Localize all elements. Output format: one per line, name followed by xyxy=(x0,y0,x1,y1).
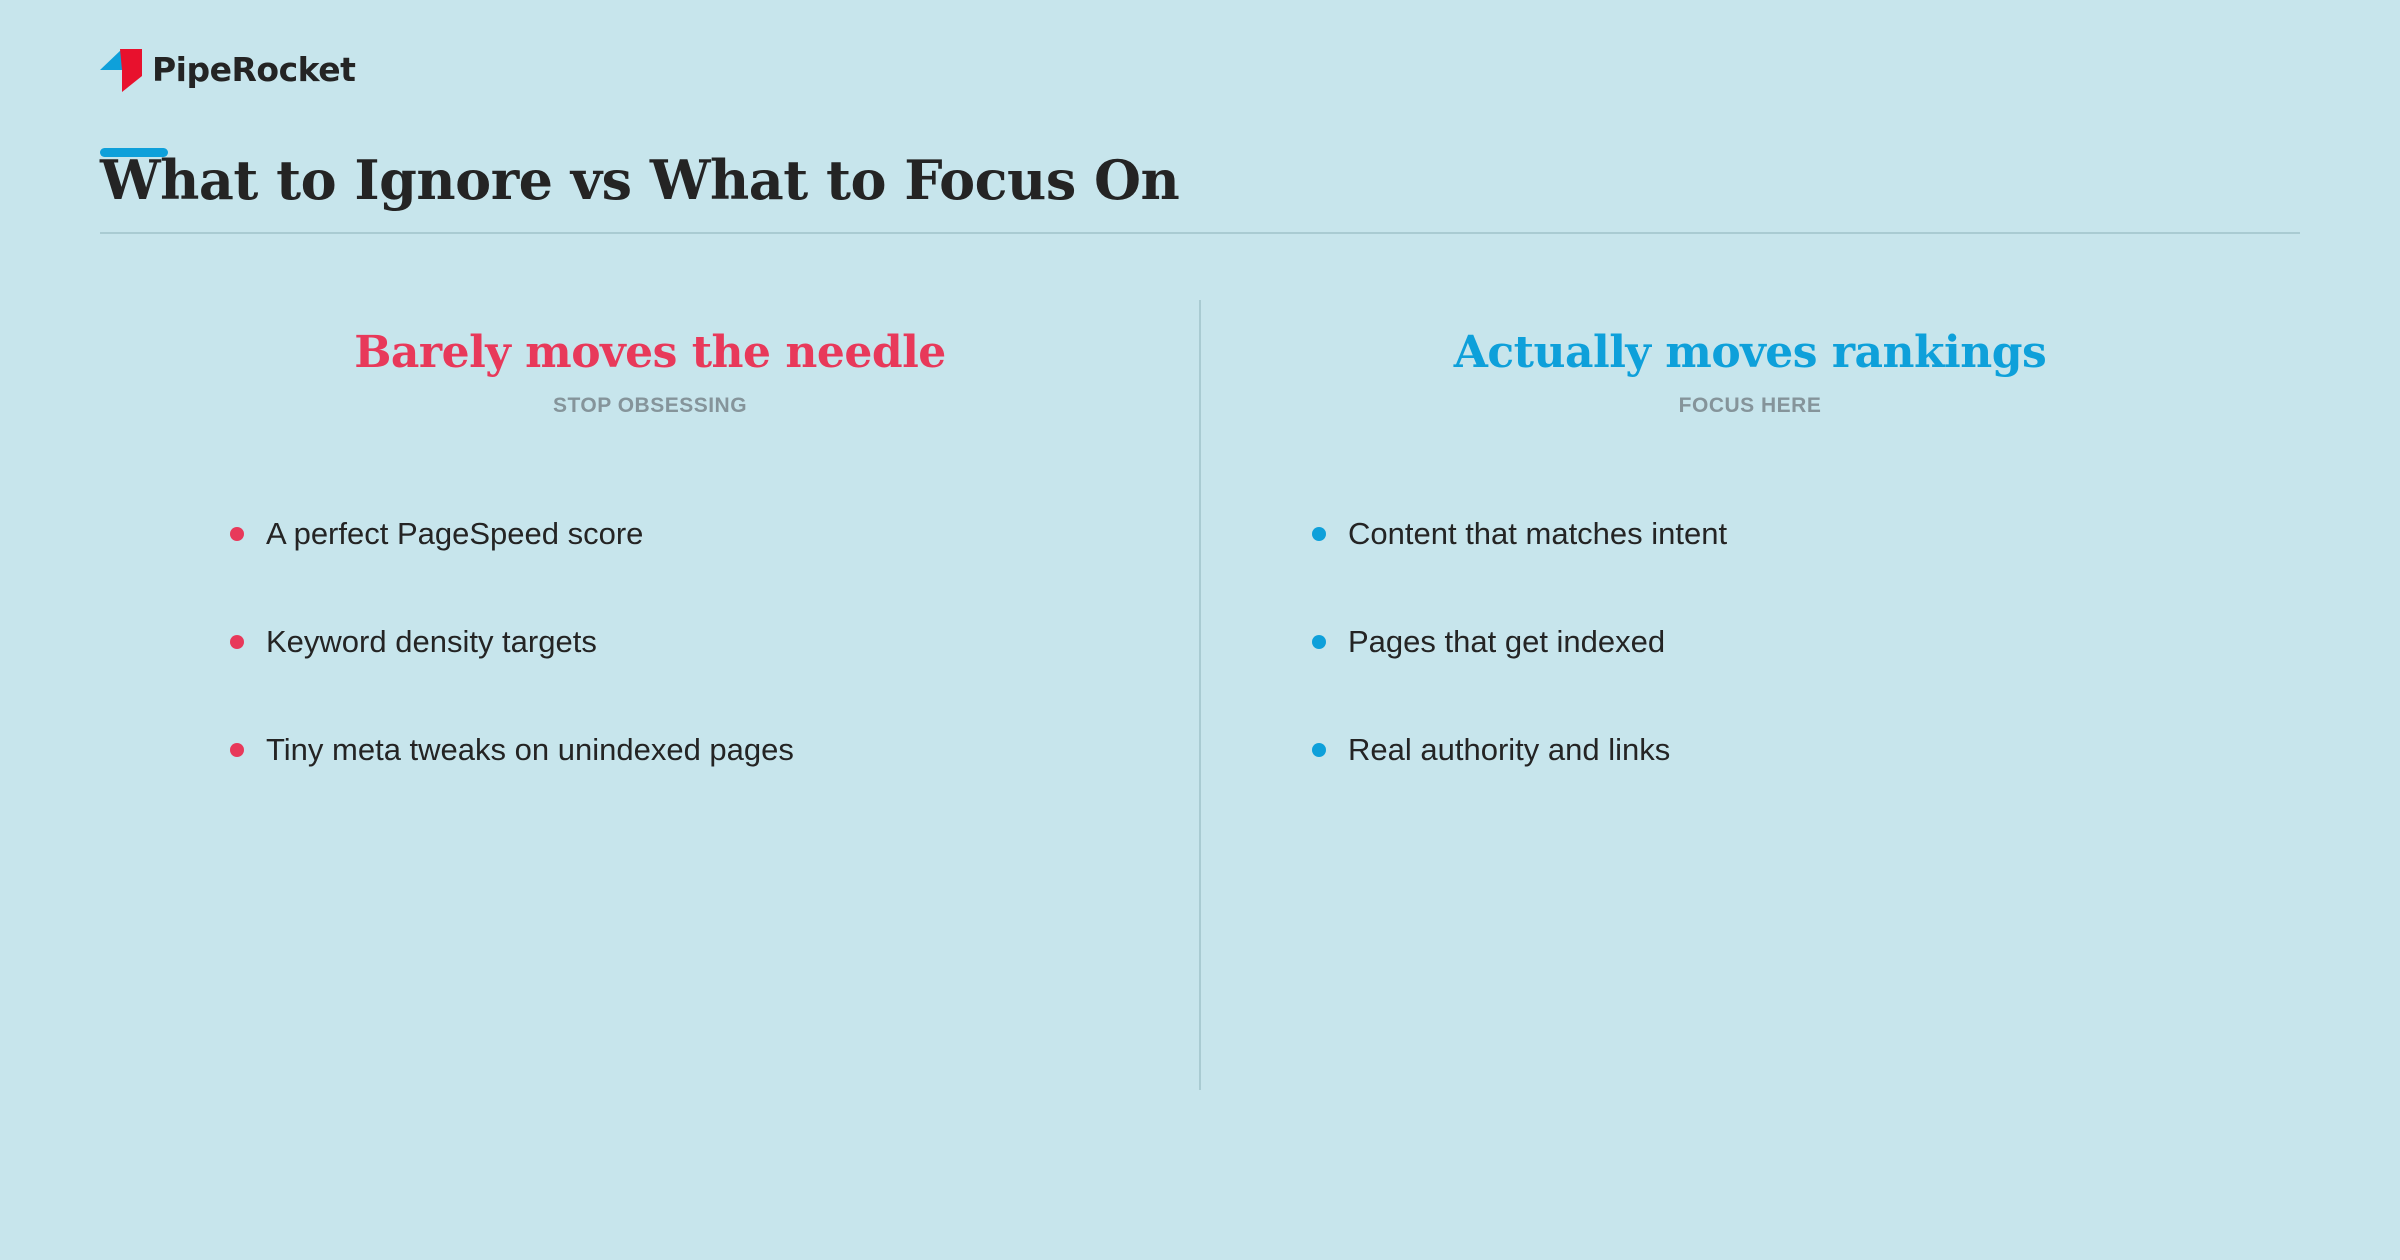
focus-subheading: FOCUS HERE xyxy=(1678,394,1822,417)
brand-name: PipeRocket xyxy=(152,49,356,89)
focus-list-item xyxy=(1312,696,1727,804)
focus-item-text: Pages that get indexed xyxy=(1348,624,1666,659)
title-divider xyxy=(100,232,2300,234)
ignore-list-item xyxy=(230,588,794,696)
ignore-list xyxy=(230,480,794,804)
focus-list-item xyxy=(1312,588,1727,696)
ignore-heading: Barely moves the needle xyxy=(354,327,946,378)
bullet-dot-icon xyxy=(1312,527,1326,541)
ignore-list-item xyxy=(230,696,794,804)
ignore-item-text: A perfect PageSpeed score xyxy=(266,516,644,551)
focus-item-text: Content that matches intent xyxy=(1348,516,1728,551)
focus-item-text: Real authority and links xyxy=(1348,732,1671,767)
brand-logo xyxy=(100,46,355,92)
bullet-dot-icon xyxy=(1312,635,1326,649)
bullet-dot-icon xyxy=(1312,743,1326,757)
focus-column xyxy=(1200,320,2300,767)
bullet-dot-icon xyxy=(230,743,244,757)
bullet-dot-icon xyxy=(230,527,244,541)
focus-list-item xyxy=(1312,480,1727,588)
page-title: What to Ignore vs What to Focus On xyxy=(100,148,1180,212)
bullet-dot-icon xyxy=(230,635,244,649)
column-divider xyxy=(1199,300,1201,1090)
ignore-column xyxy=(100,320,1200,767)
focus-heading: Actually moves rankings xyxy=(1453,327,2047,378)
ignore-item-text: Tiny meta tweaks on unindexed pages xyxy=(266,732,794,767)
ignore-subheading: STOP OBSESSING xyxy=(552,394,748,417)
ignore-item-text: Keyword density targets xyxy=(266,624,597,659)
piperocket-logo-icon xyxy=(100,46,142,92)
focus-list xyxy=(1312,480,1727,804)
ignore-list-item xyxy=(230,480,794,588)
